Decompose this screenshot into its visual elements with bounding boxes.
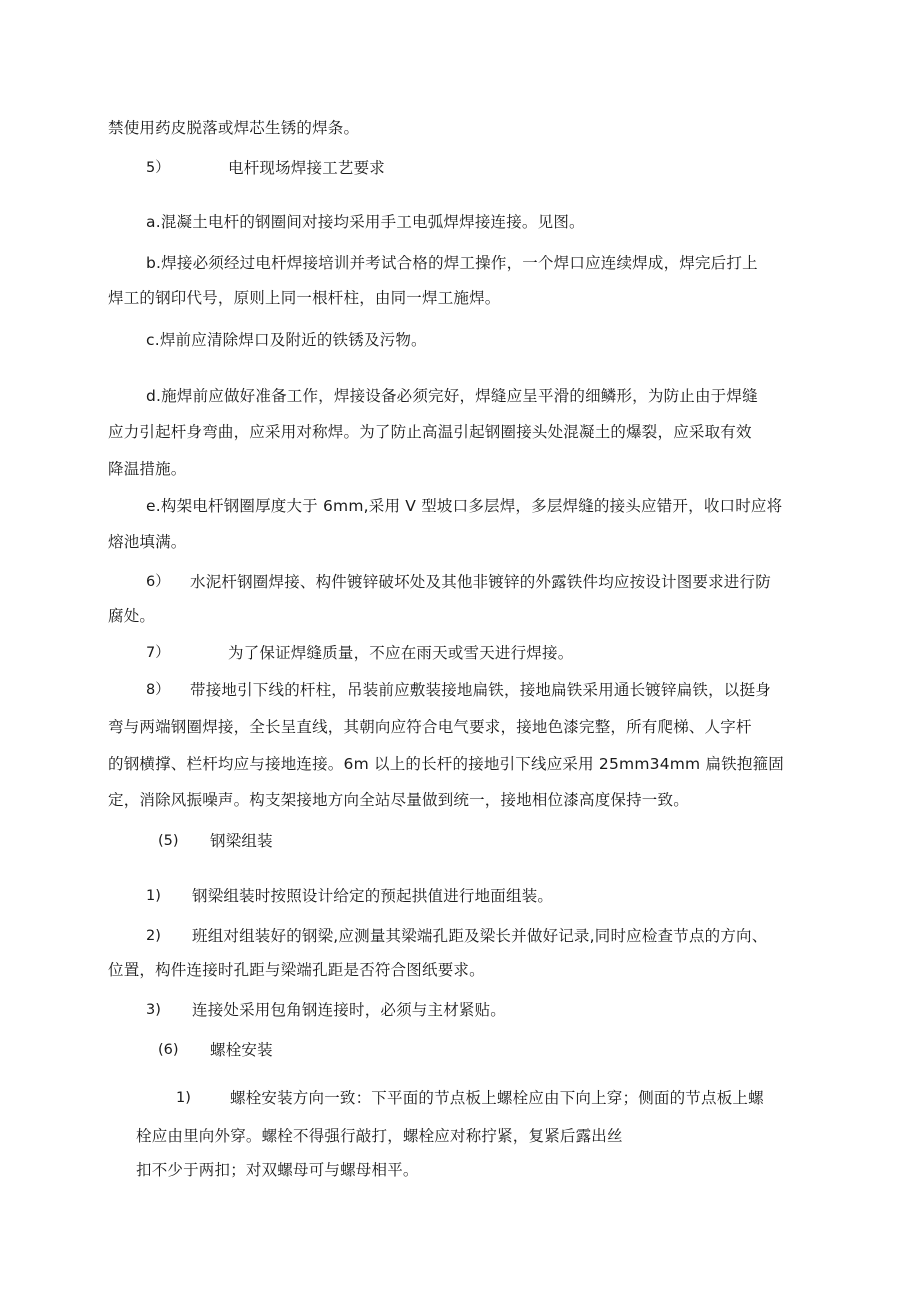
item-number: 2) xyxy=(146,928,161,944)
section-number: (6) xyxy=(158,1042,179,1058)
paragraph-line: 定，消除风振噪声。构支架接地方向全站尽量做到统一，接地相位漆高度保持一致。 xyxy=(108,791,689,809)
section-heading: 螺栓安装 xyxy=(210,1041,273,1059)
paragraph-line: b.焊接必须经过电杆焊接培训并考试合格的焊工操作，一个焊口应连续焊成，焊完后打上 xyxy=(146,254,758,272)
item-number: 5） xyxy=(146,160,170,176)
section-heading: 钢梁组装 xyxy=(210,832,273,850)
item-number: 7） xyxy=(146,645,170,661)
item-heading: 电杆现场焊接工艺要求 xyxy=(228,159,386,177)
item-number: 6） xyxy=(146,574,170,590)
text-line: 禁使用药皮脱落或焊芯生锈的焊条。 xyxy=(108,119,360,137)
paragraph-line: 带接地引下线的杆柱，吊装前应敷装接地扁铁，接地扁铁采用通长镀锌扁铁，以挺身 xyxy=(190,681,771,699)
paragraph-line: 水泥杆钢圈焊接、构件镀锌破坏处及其他非镀锌的外露铁件均应按设计图要求进行防 xyxy=(190,573,771,591)
paragraph-line: 位置，构件连接时孔距与梁端孔距是否符合图纸要求。 xyxy=(108,961,485,979)
paragraph-line: 栓应由里向外穿。螺栓不得强行敲打，螺栓应对称拧紧，复紧后露出丝 xyxy=(136,1127,623,1145)
paragraph-line: e.构架电杆钢圈厚度大于 6mm,采用 V 型坡口多层焊，多层焊缝的接头应错开，收口时应将 xyxy=(146,497,783,515)
item-number: 8） xyxy=(146,682,170,698)
paragraph-line: 腐处。 xyxy=(108,607,156,625)
item-number: 3) xyxy=(146,1002,161,1018)
paragraph-line: 弯与两端钢圈焊接，全长呈直线，其朝向应符合电气要求，接地色漆完整，所有爬梯、人字杆 xyxy=(108,718,752,736)
item-number: 1) xyxy=(176,1090,191,1106)
paragraph-line: 的钢横撑、栏杆均应与接地连接。6m 以上的长杆的接地引下线应采用 25mm34mm 扁铁抱箍固 xyxy=(108,755,784,773)
paragraph-line: 钢梁组装时按照设计给定的预起拱值进行地面组装。 xyxy=(192,887,554,905)
paragraph-line: d.施焊前应做好准备工作，焊接设备必须完好，焊缝应呈平滑的细鳞形，为防止由于焊缝 xyxy=(146,387,758,405)
paragraph-line: 熔池填满。 xyxy=(108,533,187,551)
paragraph-line: a.混凝土电杆的钢圈间对接均采用手工电弧焊焊接连接。见图。 xyxy=(146,213,585,231)
paragraph-line: 螺栓安装方向一致：下平面的节点板上螺栓应由下向上穿；侧面的节点板上螺 xyxy=(230,1089,764,1107)
paragraph-line: c.焊前应清除焊口及附近的铁锈及污物。 xyxy=(146,331,427,349)
section-number: (5) xyxy=(158,833,179,849)
paragraph-line: 焊工的钢印代号，原则上同一根杆柱，由同一焊工施焊。 xyxy=(108,289,501,307)
paragraph-line: 为了保证焊缝质量，不应在雨天或雪天进行焊接。 xyxy=(228,644,574,662)
item-number: 1) xyxy=(146,888,161,904)
paragraph-line: 应力引起杆身弯曲，应采用对称焊。为了防止高温引起钢圈接头处混凝土的爆裂，应采取有效 xyxy=(108,423,752,441)
paragraph-line: 扣不少于两扣；对双螺母可与螺母相平。 xyxy=(136,1161,419,1179)
paragraph-line: 班组对组装好的钢梁,应测量其梁端孔距及梁长并做好记录,同时应检查节点的方向、 xyxy=(192,927,768,945)
paragraph-line: 降温措施。 xyxy=(108,460,187,478)
paragraph-line: 连接处采用包角钢连接时，必须与主材紧贴。 xyxy=(192,1001,507,1019)
